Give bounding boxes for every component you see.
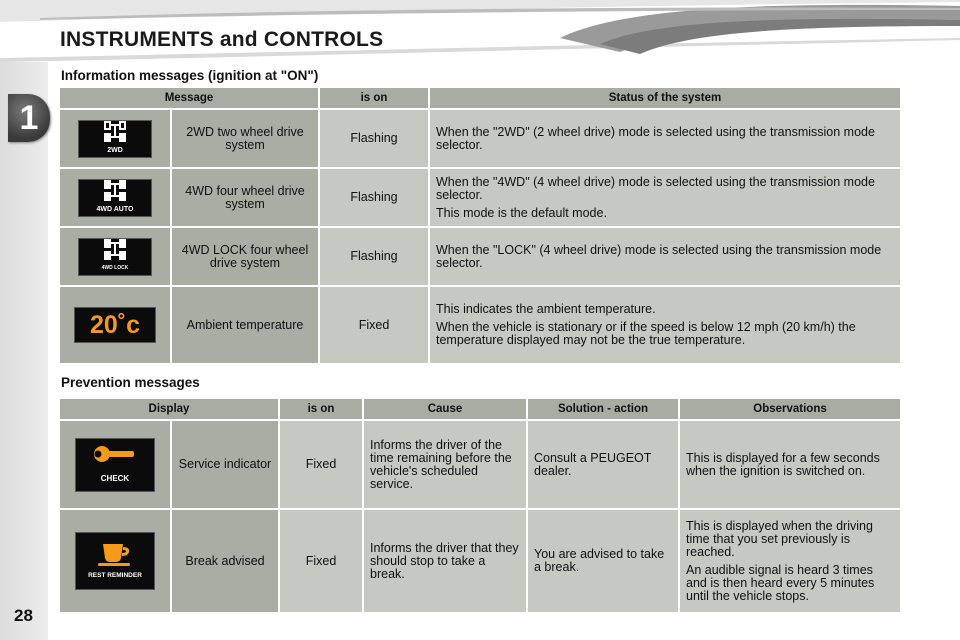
- page-title: INSTRUMENTS and CONTROLS: [60, 28, 384, 51]
- state-cell: Fixed: [280, 510, 362, 612]
- icon-cell: [60, 228, 170, 285]
- 2wd-icon: [78, 120, 152, 158]
- table-row: [60, 510, 900, 612]
- page-number: 28: [14, 606, 33, 625]
- message-cell: 4WD four wheel drive system: [172, 169, 318, 226]
- icon-cell: [60, 169, 170, 226]
- header-solution: Solution - action: [528, 399, 678, 419]
- solution-cell: You are advised to take a break.: [528, 510, 678, 612]
- table-header-row: [60, 399, 900, 419]
- 4wd-auto-icon: [78, 179, 152, 217]
- chapter-badge: 1: [8, 94, 50, 142]
- status-cell: [430, 228, 900, 285]
- table-row: [60, 287, 900, 363]
- display-cell: Service indicator: [172, 421, 278, 508]
- 4wd-lock-icon: [78, 238, 152, 276]
- header-is-on: is on: [320, 88, 428, 108]
- icon-caption: 4WD LOCK: [101, 264, 129, 271]
- state-cell: Flashing: [320, 169, 428, 226]
- status-cell: [430, 287, 900, 363]
- table-row: [60, 169, 900, 226]
- header-cause: Cause: [364, 399, 526, 419]
- observation-text: This is displayed when the driving time that you set previously is reached.: [686, 518, 873, 559]
- message-cell: 4WD LOCK four wheel drive system: [172, 228, 318, 285]
- icon-cell: [60, 110, 170, 167]
- display-cell: Break advised: [172, 510, 278, 612]
- observations-cell: [680, 510, 900, 612]
- temperature-icon: [74, 307, 156, 343]
- table-row: [60, 110, 900, 167]
- icon-caption: 2WD: [107, 146, 123, 154]
- table-row: [60, 228, 900, 285]
- wrench-icon: [75, 438, 155, 492]
- icon-cell: [60, 510, 170, 612]
- chapter-sidebar: [0, 62, 48, 640]
- cause-cell: Informs the driver that they should stop to take a break.: [364, 510, 526, 612]
- status-text: This indicates the ambient temperature.: [436, 302, 656, 316]
- observations-cell: [680, 421, 900, 508]
- header-display: Display: [60, 399, 278, 419]
- icon-cell: [60, 287, 170, 363]
- status-cell: [430, 169, 900, 226]
- prevention-messages-table: [58, 397, 902, 614]
- observation-text: An audible signal is heard 3 times and is then heard every 5 minutes until the vehicle stops.: [686, 562, 875, 603]
- status-text: When the "2WD" (2 wheel drive) mode is selected using the transmission mode selector.: [436, 124, 875, 152]
- icon-caption: CHECK: [100, 473, 130, 483]
- header-observations: Observations: [680, 399, 900, 419]
- header-status: Status of the system: [430, 88, 900, 108]
- status-cell: [430, 110, 900, 167]
- status-text: When the "4WD" (4 wheel drive) mode is selected using the transmission mode selector.: [436, 174, 875, 202]
- observation-text: This is displayed for a few seconds when the ignition is switched on.: [686, 450, 880, 478]
- header-message: Message: [60, 88, 318, 108]
- status-text: When the "LOCK" (4 wheel drive) mode is selected using the transmission mode selector.: [436, 242, 882, 270]
- icon-cell: [60, 421, 170, 508]
- info-messages-table: [58, 86, 902, 365]
- state-cell: Fixed: [320, 287, 428, 363]
- icon-caption: REST REMINDER: [88, 572, 142, 579]
- state-cell: Fixed: [280, 421, 362, 508]
- table-row: [60, 421, 900, 508]
- info-section-title: Information messages (ignition at "ON"): [61, 68, 319, 83]
- table-header-row: [60, 88, 900, 108]
- coffee-cup-icon: [75, 532, 155, 590]
- status-text: When the vehicle is stationary or if the speed is below 12 mph (20 km/h) the temperature displayed may not be the true temperature.: [436, 320, 856, 347]
- temperature-readout: 20˚c: [89, 310, 141, 339]
- message-cell: 2WD two wheel drive system: [172, 110, 318, 167]
- state-cell: Flashing: [320, 110, 428, 167]
- solution-cell: Consult a PEUGEOT dealer.: [528, 421, 678, 508]
- header-is-on: is on: [280, 399, 362, 419]
- state-cell: Flashing: [320, 228, 428, 285]
- cause-cell: Informs the driver of the time remaining before the vehicle's scheduled service.: [364, 421, 526, 508]
- status-text: This mode is the default mode.: [436, 205, 607, 220]
- icon-caption: 4WD AUTO: [96, 205, 134, 213]
- prevention-section-title: Prevention messages: [61, 375, 200, 390]
- message-cell: Ambient temperature: [172, 287, 318, 363]
